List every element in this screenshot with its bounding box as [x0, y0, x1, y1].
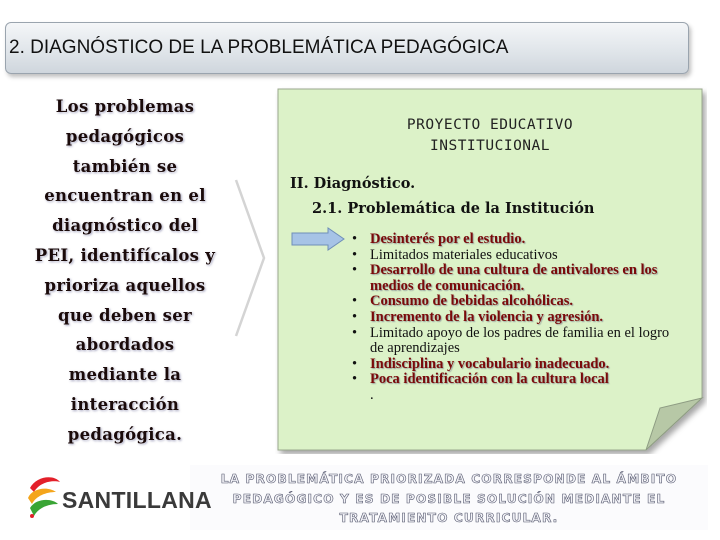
left-line: mediante la	[68, 365, 182, 385]
left-line: interacción	[70, 394, 180, 414]
project-title-line: PROYECTO EDUCATIVO	[406, 117, 574, 133]
chevron-right-icon	[234, 178, 268, 338]
left-text-block	[20, 92, 230, 450]
arrow-right-icon	[290, 226, 346, 252]
footer-line: LA PROBLEMÁTICA PRIORIZADA CORRESPONDE AL ÁMBITO	[220, 472, 678, 486]
left-line: abordados	[75, 335, 175, 355]
santillana-logo-icon	[24, 472, 64, 522]
list-item: • Desinterés por el estudio.	[352, 231, 526, 247]
slide-title-bar	[5, 22, 689, 74]
list-item: • Limitados materiales educativos	[352, 246, 558, 263]
list-item: • Limitado apoyo de los padres de familia en el logro de aprendizajes	[352, 324, 670, 357]
left-line: prioriza aquellos	[44, 275, 206, 295]
left-line: diagnóstico del	[52, 216, 198, 236]
left-line: PEI, identifícalos y	[34, 245, 216, 265]
left-line: pedagógica.	[67, 424, 183, 444]
list-item: • Consumo de bebidas alcohólicas.	[352, 293, 574, 310]
list-item: • Indisciplina y vocabulario inadecuado.	[352, 355, 610, 372]
left-line: que deben ser	[58, 305, 192, 325]
project-title	[290, 115, 690, 157]
list-item: • Desarrollo de una cultura de antivalores en los medios de comunicación.	[352, 262, 658, 294]
subsection-heading: 2.1. Problemática de la Institución	[312, 200, 595, 217]
slide-title: 2. DIAGNÓSTICO DE LA PROBLEMÁTICA PEDAGÓGICA	[9, 37, 509, 58]
section-heading: II. Diagnóstico.	[290, 175, 416, 192]
left-line: encuentran en el	[44, 186, 206, 206]
footer-line: PEDAGÓGICO Y ES DE POSIBLE SOLUCIÓN MEDIANTE EL	[232, 491, 666, 506]
footer-note	[193, 470, 705, 529]
left-line: Los problemas	[55, 97, 195, 116]
list-item: • Poca identificación con la cultura local	[352, 371, 609, 388]
left-line: pedagógicos	[65, 126, 185, 146]
problem-list	[352, 232, 682, 404]
list-item: • Incremento de la violencia y agresión.	[352, 308, 604, 325]
footer-line: TRATAMIENTO CURRICULAR.	[339, 511, 559, 525]
left-line: también se	[72, 156, 178, 176]
project-title-line: INSTITUCIONAL	[430, 138, 550, 154]
logo-wordmark: SANTILLANA	[62, 487, 212, 513]
list-trailing: .	[370, 386, 374, 403]
